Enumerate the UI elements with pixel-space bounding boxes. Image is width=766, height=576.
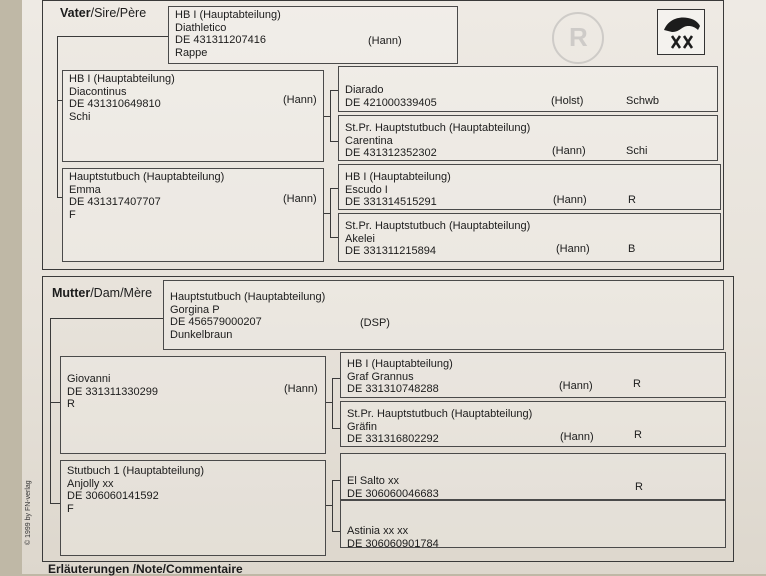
dam-gg2-box: St.Pr. Hauptstutbuch (Hauptabteilung) Gräfin DE 331316802292	[340, 401, 726, 447]
dam-gg3-box: El Salto xx DE 306060046683	[340, 453, 726, 500]
sire-grandsire-brand: (Hann)	[283, 94, 317, 106]
sire-granddam-brand: (Hann)	[283, 193, 317, 205]
publisher-imprint: © 1999 by FN-verlag	[25, 480, 32, 545]
sire-granddam-box: Hauptstutbuch (Hauptabteilung) Emma DE 431317407707 F	[62, 168, 324, 262]
dam-box: Hauptstutbuch (Hauptabteilung) Gorgina P DE 456579000207 Dunkelbraun	[163, 280, 724, 350]
sire-grandsire-box: HB I (Hauptabteilung) Diacontinus DE 431310649810 Schi	[62, 70, 324, 162]
sire-gg1-box: Diarado DE 421000339405	[338, 66, 718, 112]
sire-gg3-box: HB I (Hauptabteilung) Escudo I DE 331314515291	[338, 164, 721, 210]
dam-section-title: Mutter/Dam/Mère	[52, 286, 153, 300]
sire-gg4-box: St.Pr. Hauptstutbuch (Hauptabteilung) Akelei DE 331311215894	[338, 213, 721, 262]
sire-gg2-box: St.Pr. Hauptstutbuch (Hauptabteilung) Carentina DE 431312352302	[338, 115, 718, 161]
dam-brand: (DSP)	[360, 317, 390, 329]
notes-heading: Erläuterungen /Note/Commentaire	[48, 562, 243, 576]
dam-granddam-box: Stutbuch 1 (Hauptabteilung) Anjolly xx DE 306060141592 F	[60, 460, 326, 556]
sire-section-title: Vater/Sire/Père	[60, 6, 147, 20]
dam-gg4-box: Astinia xx xx DE 306060901784	[340, 500, 726, 548]
sire-brand: (Hann)	[368, 35, 402, 47]
sire-box: HB I (Hauptabteilung) Diathletico DE 431311207416 Rappe	[168, 6, 458, 64]
dam-gg1-box: HB I (Hauptabteilung) Graf Grannus DE 331310748288	[340, 352, 726, 398]
dam-grandsire-box: Giovanni DE 331311330299 R	[60, 356, 326, 454]
